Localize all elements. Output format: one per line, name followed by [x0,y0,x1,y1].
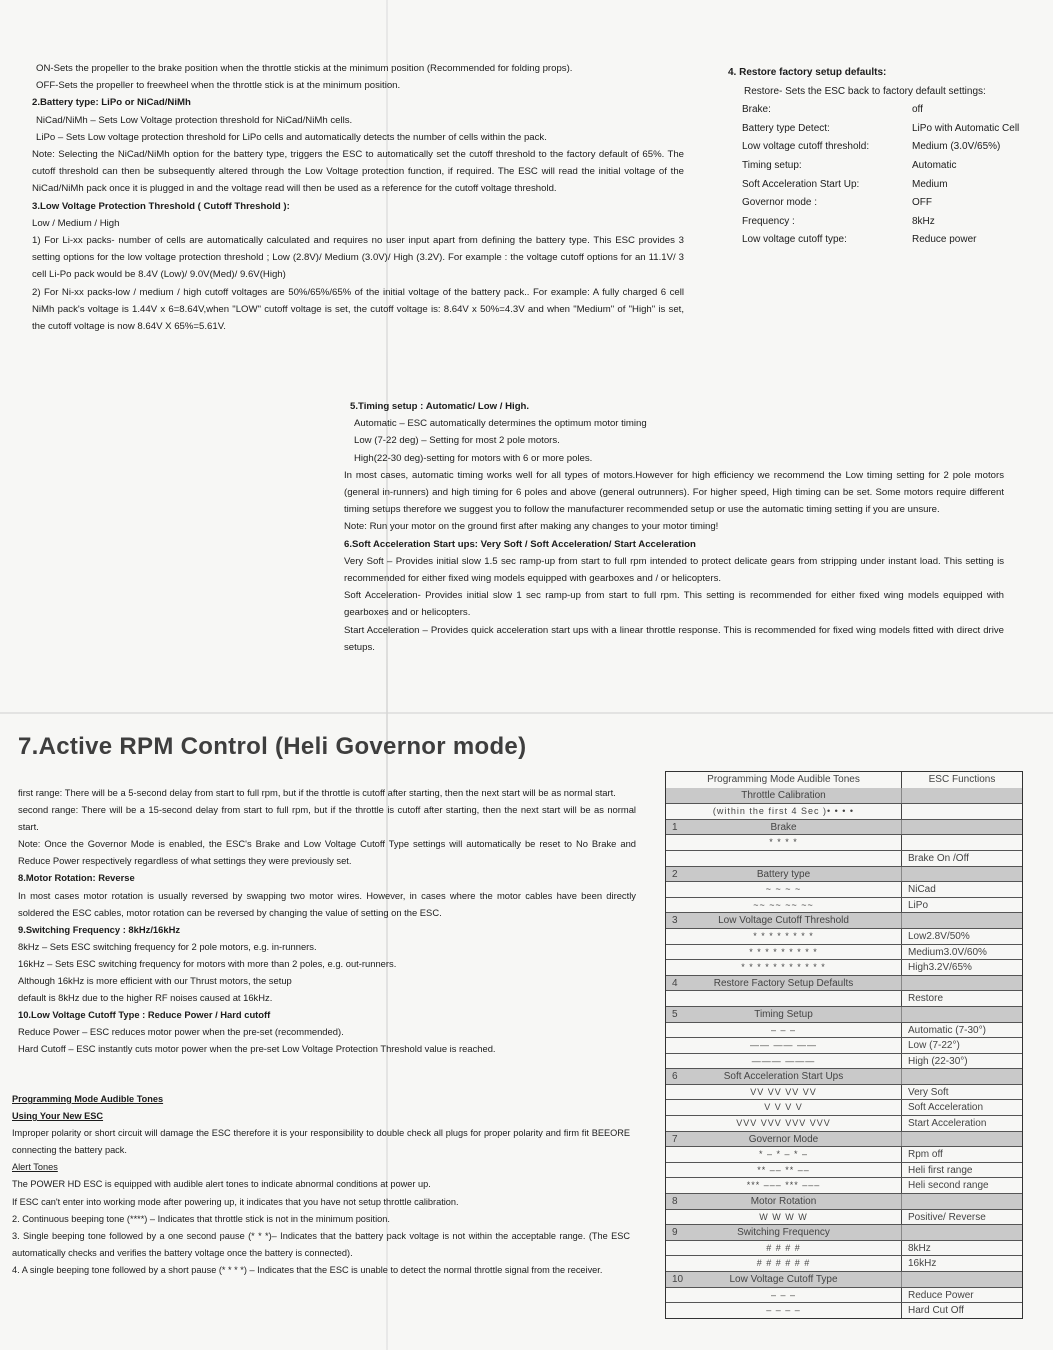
section-title: Throttle Calibration [741,789,826,801]
table-section-row [666,1068,1022,1084]
tone-cell [666,1210,902,1225]
table-row [666,803,1022,819]
tone-cell [666,1288,902,1303]
table-body [666,788,1022,1318]
factory-heading: 4. Restore factory setup defaults: [728,67,887,78]
tone-pattern: ~ ~ ~ ~ [765,884,802,895]
table-row [666,1240,1022,1256]
tone-cell [666,1194,902,1209]
factory-rows [728,101,1028,250]
table-row [666,897,1022,913]
section-title: Governor Mode [748,1133,819,1145]
page-fold-horizontal [0,712,1053,714]
table-row [666,1177,1022,1193]
frequency-8khz: 8kHz – Sets ESC switching frequency for 2 pole motors, e.g. in-runners. [18,940,317,952]
tone-cell [666,1007,902,1022]
factory-row [728,176,1028,195]
table-row [666,928,1022,944]
alert-1: If ESC can't enter into working mode after powering up, it indicates that you have not setup throttle calibration. [12,1196,459,1207]
section-title: Timing Setup [754,1008,813,1020]
section-title: Restore Factory Setup Defaults [713,977,854,989]
factory-setting-value: OFF [912,197,932,209]
brake-off-text: OFF-Sets the propeller to freewheel when the throttle stick is at the minimum position. [36,80,401,92]
table-row [666,1209,1022,1225]
using-esc-heading: Using Your New ESC [12,1111,104,1122]
timing-low: Low (7-22 deg) – Setting for most 2 pole motors. [354,435,560,447]
tone-cell [666,1225,902,1240]
factory-setting-name: Battery type Detect: [742,122,830,134]
tone-cell [666,1256,902,1271]
function-cell [902,867,1022,882]
table-row [666,1115,1022,1131]
table-header-row [666,772,1022,788]
table-section-row [666,1224,1022,1240]
table-row [666,834,1022,850]
tone-pattern: – – – [770,1289,797,1300]
low-voltage-heading: 3.Low Voltage Protection Threshold ( Cutoff Threshold ): [32,200,290,212]
function-cell: Rpm off [908,1149,943,1161]
tone-cell [666,898,902,913]
tone-cell [666,867,902,882]
factory-row [728,138,1028,157]
function-cell: High (22-30°) [908,1055,968,1067]
tone-cell [666,804,902,819]
programming-tones-heading: Programming Mode Audible Tones [12,1094,164,1104]
lixx-text: 1) For Li-xx packs- number of cells are automatically calculated and requires no user input apart from defining the battery type. This ESC provides 3 setting options for the low voltage protection threshold ; Low (2.8V)/ Medium (3.0V)/ High (3.2V). For example : the voltage cutoff options for an 11.1V/ 3 cell Li-Po pack would be 8.4V (Low)/ 9.0V(Med)/ 9.6V(High) [32,235,684,281]
tone-cell [666,1163,902,1178]
timing-warning: Note: Run your motor on the ground first after making any changes to your motor timing! [344,521,719,533]
table-section-row [666,1131,1022,1147]
section-number: 8 [672,1196,678,1208]
factory-intro: Restore- Sets the ESC back to factory default settings: [744,85,986,97]
function-cell: 16kHz [908,1258,937,1270]
tone-cell [666,991,902,1006]
function-cell [902,788,1022,804]
table-section-row [666,788,1022,804]
alert-tones-heading: Alert Tones [12,1162,58,1173]
tone-pattern: * * * * * * * * [753,930,814,941]
tone-cell [666,788,902,804]
reduce-power-text: Reduce Power – ESC reduces motor power when the pre-set (recommended). [18,1026,344,1038]
tone-pattern: # # # # # # [756,1258,811,1269]
function-cell: Reduce Power [908,1289,974,1301]
table-header-functions: ESC Functions [928,774,996,785]
tone-cell [666,976,902,991]
function-cell [902,835,1022,850]
tone-cell [666,1147,902,1162]
section-title: Battery type [756,868,811,880]
lipo-text: LiPo – Sets Low voltage protection threshold for LiPo cells and automatically detects the number of cells within the pack. [36,131,547,143]
battery-type-heading: 2.Battery type: LiPo or NiCad/NiMh [32,97,191,109]
tone-pattern: * * * * [769,837,798,848]
factory-setting-name: Soft Acceleration Start Up: [742,178,860,190]
tone-cell [666,1038,902,1053]
tone-pattern: – – – – [766,1305,801,1316]
factory-row [728,194,1028,213]
tone-pattern: * * * * * * * * * * * [741,962,826,973]
polarity-warning: Improper polarity or short circuit will damage the ESC therefore it is your responsibility to double check all plugs for proper polarity and firm fit BEEORE connecting the battery pack. [12,1128,630,1156]
alert-intro: The POWER HD ESC is equipped with audible alert tones to indicate abnormal conditions at power up. [12,1179,431,1190]
function-cell: Hard Cut Off [908,1305,964,1317]
factory-defaults [728,64,1028,250]
alert-2: 2. Continuous beeping tone (****) – Indicates that throttle stick is not in the minimum position. [12,1213,390,1224]
section-number: 6 [672,1071,678,1083]
table-section-row [666,975,1022,991]
factory-setting-value: Medium (3.0V/65%) [912,141,1001,153]
tone-cell [666,1116,902,1131]
table-section-row [666,912,1022,928]
tone-cell [666,1132,902,1147]
tone-cell [666,913,902,928]
tone-cell [666,835,902,850]
table-header-tones: Programming Mode Audible Tones [666,772,902,788]
table-section-row [666,1193,1022,1209]
table-row [666,1146,1022,1162]
factory-row [728,157,1028,176]
function-cell: LiPo [908,899,929,911]
function-cell: Low (7-22°) [908,1040,960,1052]
tone-cell [666,1100,902,1115]
tone-cell [666,820,902,835]
battery-note: Note: Selecting the NiCad/NiMh option for the battery type, triggers the ESC to automatically set the cutoff threshold to the factory default of 65%. The cutoff threshold can then be subsequently altered through the Low Voltage protection function, if required. The ESC will read the initial voltage of the NiCad/NiMh pack once it is plugged in and the voltage read will then be used as a reference for the cutoff voltage threshold. [32,149,684,195]
function-cell: Automatic (7-30°) [908,1024,986,1036]
alert-3: 3. Single beeping tone followed by a one second pause (* * *)– Indicates that the battery pack voltage is not within the acceptable range. (The ESC automatically checks and verifies the battery voltage once the battery is connected). [12,1230,630,1258]
function-cell [902,913,1022,928]
governor-second-range: second range: There will be a 15-second delay from start to full rpm, but if the throttle is cutoff after starting, then the next start will be as normal start. [18,804,636,833]
tone-cell [666,1178,902,1193]
function-cell [902,1007,1022,1022]
tone-cell [666,1069,902,1084]
nicad-text: NiCad/NiMh – Sets Low Voltage protection threshold for NiCad/NiMh cells. [36,114,353,126]
very-soft-text: Very Soft – Provides initial slow 1.5 sec ramp-up from start to full rpm intended to protect delicate gears from stripping under instant load. This setting is recommended for either fixed wing models equipped with gearboxes and / or helicopters. [344,555,1004,585]
function-cell: Very Soft [908,1086,949,1098]
alert-4: 4. A single beeping tone followed by a short pause (* * * *) – Indicates that the ESC is unable to detect the normal throttle signal from the receiver. [12,1264,603,1275]
section-7-title: 7.Active RPM Control (Heli Governor mode) [18,733,527,760]
cutoff-type-heading: 10.Low Voltage Cutoff Type : Reduce Power / Hard cutoff [18,1009,271,1021]
tone-cell [666,960,902,975]
timing-high: High(22-30 deg)-setting for motors with 6 or more poles. [354,452,593,464]
section-title: Low Voltage Cutoff Type [729,1274,838,1285]
frequency-note-2: default is 8kHz due to the higher RF noises caused at 16kHz. [18,992,273,1004]
factory-row [728,120,1028,139]
tone-pattern: W W W W [759,1211,808,1222]
function-cell [902,1069,1022,1084]
frequency-heading: 9.Switching Frequency : 8kHz/16kHz [18,923,181,935]
tone-pattern: * * * * * * * * * [749,946,818,957]
section-number: 9 [672,1227,678,1239]
tone-pattern: *** ––– *** ––– [746,1180,821,1191]
section-number: 2 [672,868,678,880]
tone-pattern: ~~ ~~ ~~ ~~ [753,899,814,910]
factory-setting-name: Brake: [742,104,771,116]
tone-pattern: VV VV VV VV [750,1086,817,1097]
tone-cell [666,851,902,866]
tone-cell [666,929,902,944]
factory-setting-name: Governor mode : [742,197,818,209]
table-row [666,1053,1022,1069]
function-cell: Medium3.0V/60% [908,946,987,958]
function-cell: Restore [908,993,944,1005]
function-cell: NiCad [908,884,936,896]
section-number: 10 [672,1274,684,1285]
table-section-row [666,819,1022,835]
function-cell: Start Acceleration [908,1118,987,1130]
soft-accel-text: Soft Acceleration- Provides initial slow 1 sec ramp-up from start to full rpm. This setting is recommended for either fixed wing models equipped with gearboxes and or helicopters. [344,590,1004,619]
tone-pattern: * – * – * – [758,1149,809,1160]
frequency-note-1: Although 16kHz is more efficient with our Thrust motors, the setup [18,975,292,987]
tone-pattern: ——— ——— [751,1055,816,1066]
tone-pattern: (within the first 4 Sec )• • • • [712,806,855,817]
table-row [666,1084,1022,1100]
table-row [666,1255,1022,1271]
soft-accel-heading: 6.Soft Acceleration Start ups: Very Soft / Soft Acceleration/ Start Acceleration [344,538,696,550]
factory-row [728,231,1028,250]
function-cell: High3.2V/65% [908,962,972,974]
alert-tones-text [12,1091,630,1279]
table-section-row [666,866,1022,882]
factory-setting-name: Low voltage cutoff threshold: [742,141,870,153]
tone-cell [666,882,902,897]
table-row [666,1302,1022,1318]
function-cell: 8kHz [908,1242,931,1254]
tone-cell [666,1241,902,1256]
table-row [666,1022,1022,1038]
table-row [666,1099,1022,1115]
section-title: Low Voltage Cutoff Threshold [718,915,849,927]
section-title: Switching Frequency [737,1227,830,1239]
tone-pattern: # # # # [766,1242,801,1253]
low-voltage-options: Low / Medium / High [32,217,120,229]
function-cell [902,1225,1022,1240]
frequency-16khz: 16kHz – Sets ESC switching frequency for motors with more than 2 poles, e.g. out-runners. [18,957,397,969]
timing-automatic: Automatic – ESC automatically determines the optimum motor timing [354,418,647,430]
top-left-text [32,60,684,335]
factory-setting-name: Frequency : [742,215,795,227]
table-row [666,990,1022,1006]
table-row [666,959,1022,975]
function-cell: Low2.8V/50% [908,930,970,942]
middle-text [344,398,1004,656]
function-cell [902,1132,1022,1147]
audible-tones-table [665,771,1023,1319]
table-row [666,1037,1022,1053]
function-cell [902,820,1022,835]
section-title: Motor Rotation [750,1196,817,1208]
governor-note: Note: Once the Governor Mode is enabled, the ESC's Brake and Low Voltage Cutoff Type settings will automatically be reset to No Brake and Reduce Power respectively regardless of what settings they were previously set. [18,838,636,867]
section-number: 1 [672,821,678,833]
function-cell: Heli first range [908,1164,973,1176]
timing-note: In most cases, automatic timing works well for all types of motors.However for high efficiency we recommend the Low timing setting for 2 pole motors (general in-runners) and high timing for 6 poles and above (general outrunners). For higher speed, High timing can be set. Some motors require different timing setups therefore we suggest you to follow the manufacturer recommended setup or use the automatic timing setting if you are unsure. [344,469,1004,516]
tone-cell [666,1272,902,1287]
tone-pattern: V V V V [764,1102,803,1113]
section-title: Brake [770,821,797,833]
function-cell: Soft Acceleration [908,1102,984,1114]
factory-setting-name: Timing setup: [742,159,802,171]
table-section-row [666,1006,1022,1022]
tone-pattern: ** –– ** –– [757,1164,810,1175]
section-title: Soft Acceleration Start Ups [723,1071,844,1083]
function-cell [902,976,1022,991]
tone-pattern: VVV VVV VVV VVV [736,1118,831,1129]
table-row [666,944,1022,960]
nixx-text: 2) For Ni-xx packs-low / medium / high cutoff voltages are 50%/65%/65% of the initial voltage of the battery pack.. For example: A fully charged 6 cell NiMh pack's voltage is 1.44V x 6=8.64V,when "LOW" cutoff voltage is set, the cutoff voltage is: 8.64V x 50%=4.3V and when "Medium" of "High" is set, the cutoff voltage is now 8.64V X 65%=5.61V. [32,286,684,333]
tone-cell [666,1023,902,1038]
tone-cell [666,1085,902,1100]
function-cell [902,804,1022,819]
section-number: 4 [672,977,678,989]
table-section-row [666,1271,1022,1287]
function-cell: Heli second range [908,1180,989,1192]
section-number: 5 [672,1008,678,1020]
tone-cell [666,945,902,960]
factory-setting-value: 8kHz [912,215,935,227]
timing-heading: 5.Timing setup : Automatic/ Low / High. [350,401,530,412]
governor-first-range: first range: There will be a 5-second delay from start to full rpm, but if the throttle is cutoff after starting, then the next start will be as normal start. [18,787,616,798]
tone-pattern: – – – [770,1024,797,1035]
brake-on-text: ON-Sets the propeller to the brake position when the throttle stickis at the minimum position (Recommended for folding props). [36,63,573,74]
tone-pattern: —— —— —— [749,1040,817,1051]
function-cell: Positive/ Reverse [908,1211,986,1223]
factory-setting-value: LiPo with Automatic Cell [912,122,1020,134]
factory-row [728,101,1028,120]
tone-cell [666,1303,902,1318]
motor-rotation-heading: 8.Motor Rotation: Reverse [18,872,135,884]
start-accel-text: Start Acceleration – Provides quick acceleration start ups with a linear throttle response. This is recommended for fixed wing models fitted with direct drive setups. [344,624,1004,653]
hard-cutoff-text: Hard Cutoff – ESC instantly cuts motor power when the pre-set Low Voltage Protection Threshold value is reached. [18,1043,496,1055]
table-row [666,1287,1022,1303]
table-row [666,1162,1022,1178]
factory-setting-name: Low voltage cutoff type: [742,234,847,246]
factory-setting-value: Reduce power [912,234,977,246]
function-cell [902,1272,1022,1287]
tone-cell [666,1054,902,1069]
section-7-text [18,784,636,1058]
factory-setting-value: Medium [912,178,948,190]
motor-rotation-text: In most cases motor rotation is usually reversed by swapping two motor wires. However, in cases where the motor cables have been directly soldered the ESC cables, motor rotation can be reversed by changing the value of setting on the ESC. [18,889,636,918]
section-number: 3 [672,915,678,927]
factory-row [728,213,1028,232]
function-cell [902,1194,1022,1209]
table-row [666,881,1022,897]
factory-setting-value: off [912,104,923,116]
section-number: 7 [672,1133,678,1145]
function-cell: Brake On /Off [908,852,969,864]
factory-setting-value: Automatic [912,159,957,171]
table-row [666,850,1022,866]
